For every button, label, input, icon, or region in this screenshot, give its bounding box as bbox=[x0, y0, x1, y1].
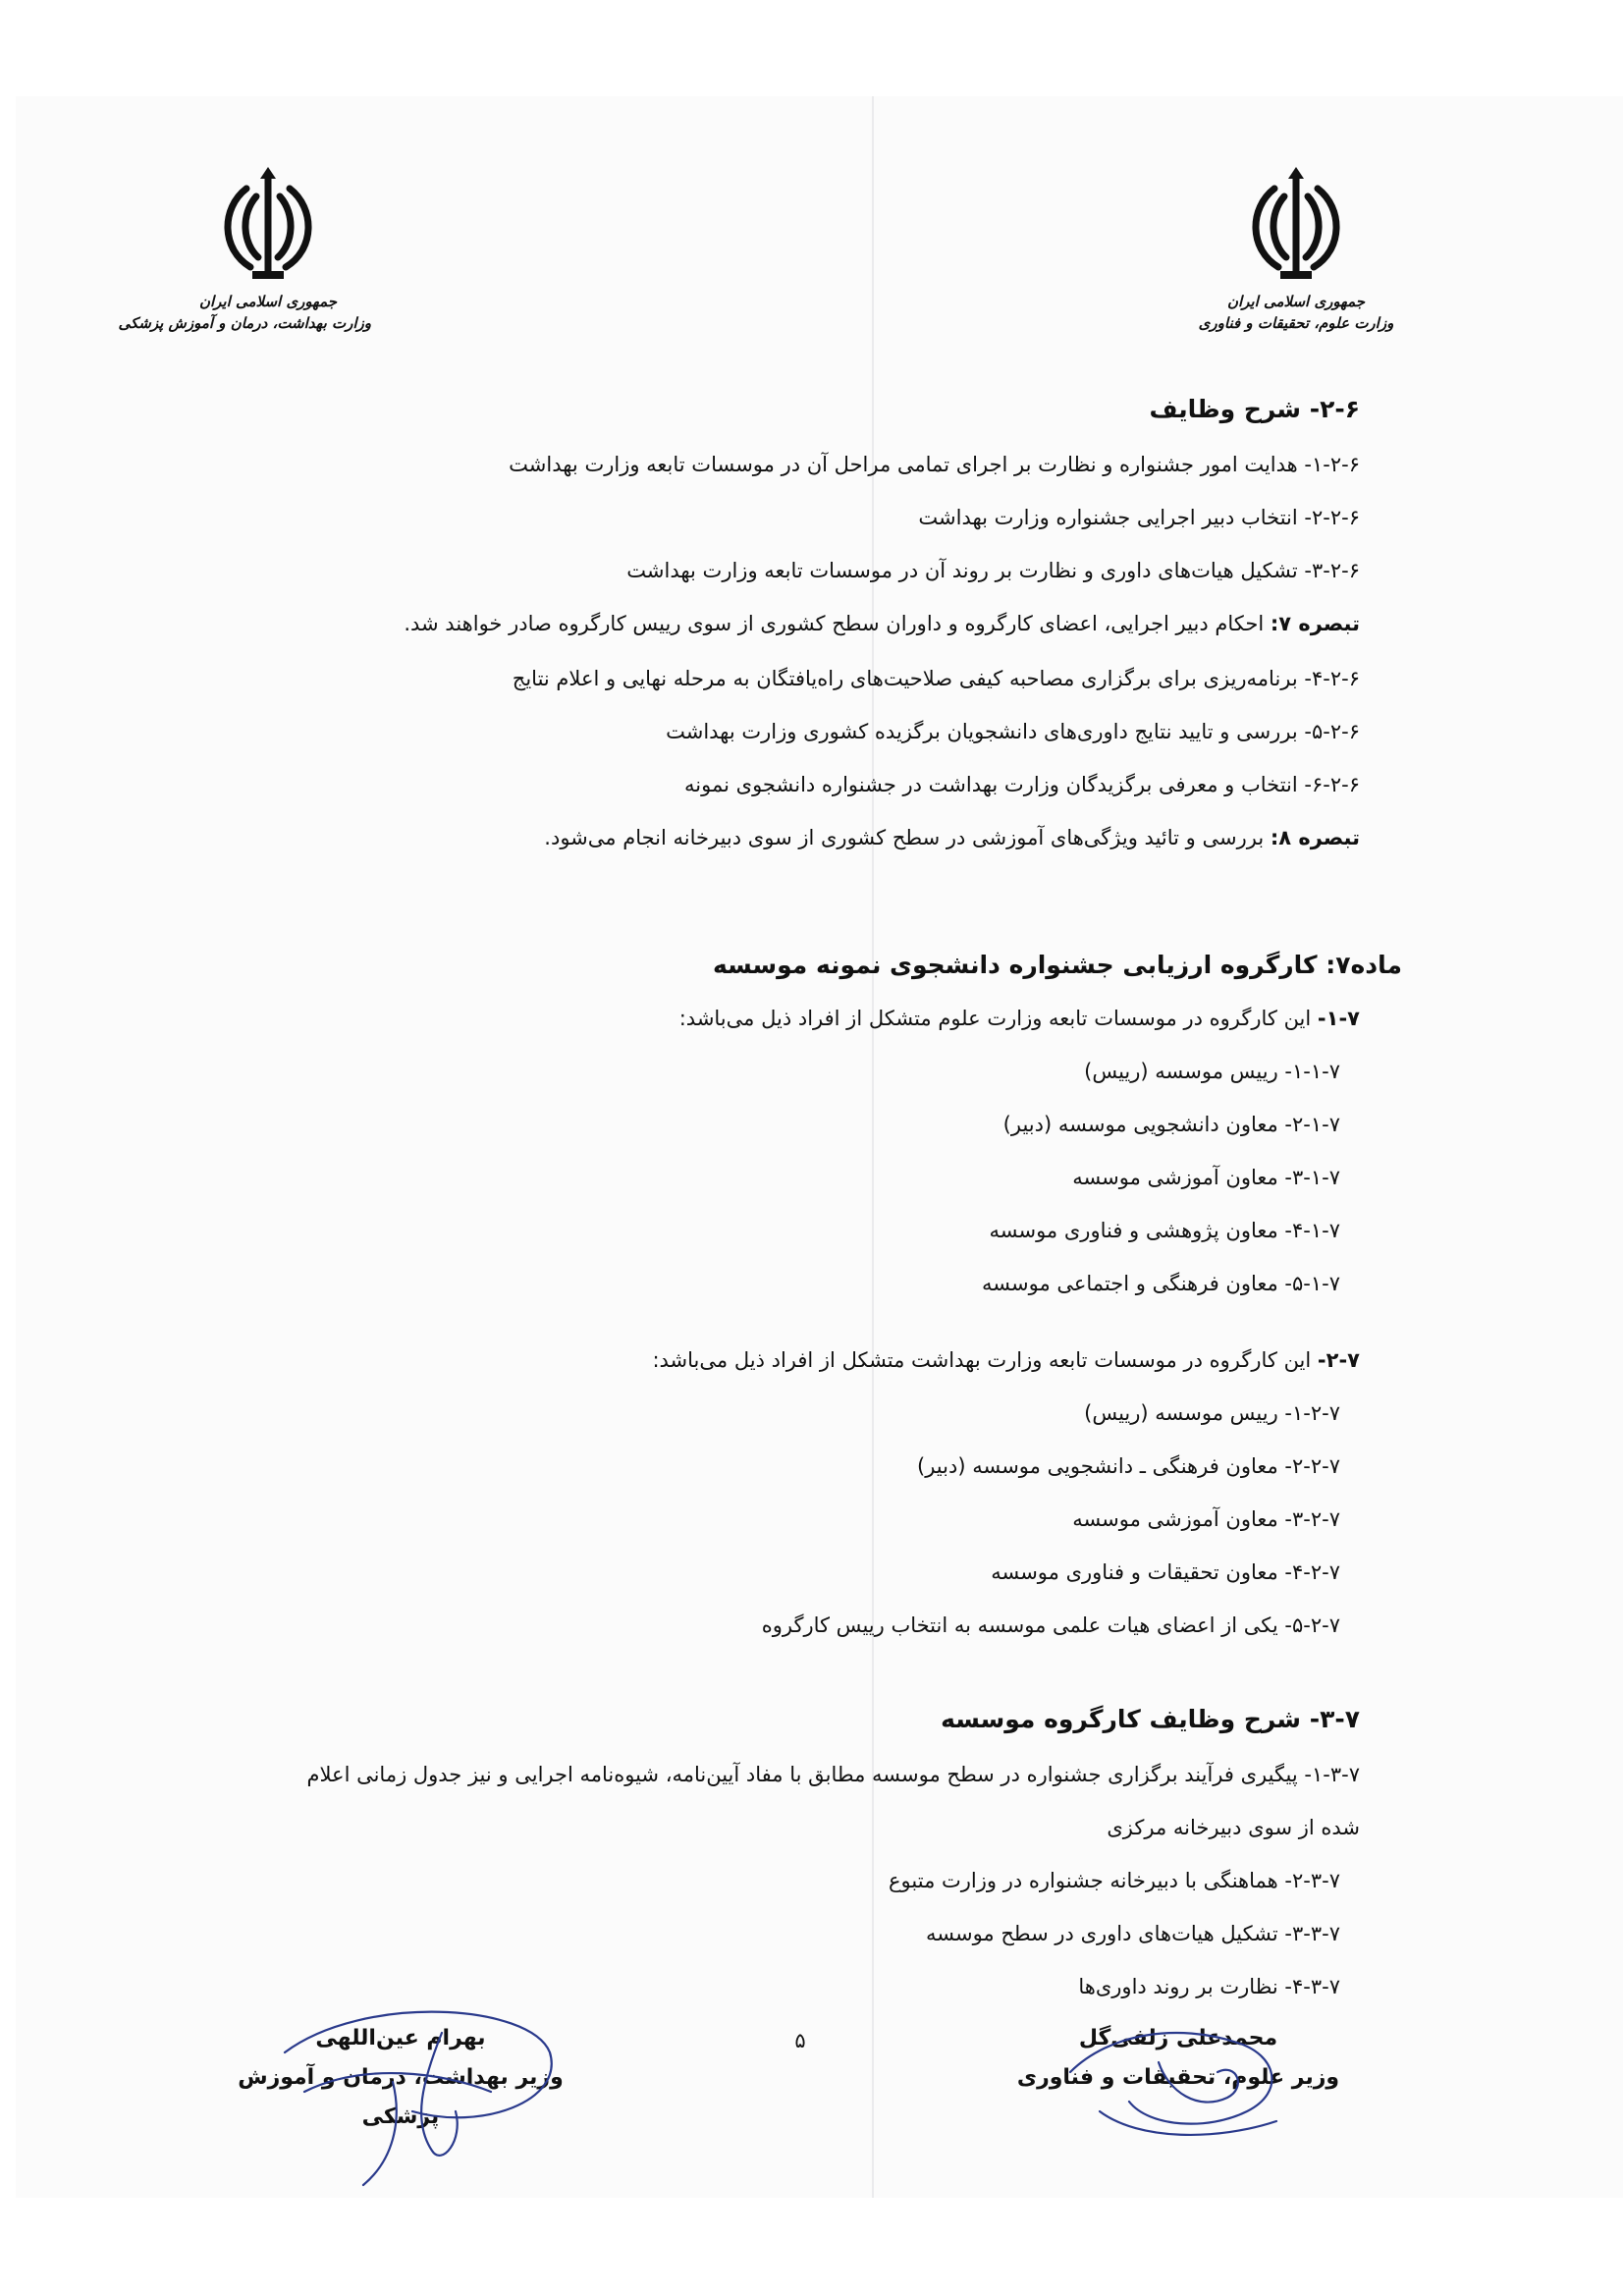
emblem-left-line2: وزارت بهداشت، درمان و آموزش پزشکی bbox=[118, 314, 371, 332]
iran-emblem-icon bbox=[1237, 165, 1355, 291]
ministry-health-logo bbox=[118, 165, 371, 334]
emblem-right-line1: جمهوری اسلامی ایران bbox=[1226, 293, 1366, 310]
paragraph-7-2 bbox=[652, 1345, 1360, 1375]
list-item: ۴-۳-۷- نظارت بر روند داوری‌ها bbox=[1078, 1975, 1340, 1998]
list-item: ۲-۲-۶- انتخاب دبیر اجرایی جشنواره وزارت بهداشت bbox=[918, 506, 1360, 529]
ministry-science-logo bbox=[1198, 165, 1394, 334]
list-item: ۵-۲-۶- بررسی و تایید نتایج داوری‌های دانشجویان برگزیده کشوری وزارت بهداشت bbox=[666, 720, 1360, 743]
note-label: تبصره ۸: bbox=[1270, 826, 1360, 849]
list-item: ۳-۲-۷- معاون آموزشی موسسه bbox=[1072, 1507, 1340, 1531]
emblem-left-line1: جمهوری اسلامی ایران bbox=[198, 293, 338, 310]
emblem-right-line2: وزارت علوم، تحقیقات و فناوری bbox=[1198, 314, 1394, 332]
list-item: ۲-۱-۷- معاون دانشجویی موسسه (دبیر) bbox=[1002, 1113, 1340, 1136]
signature-block-health bbox=[204, 2019, 597, 2137]
article-heading: ماده۷: کارگروه ارزیابی جشنواره دانشجوی نمونه موسسه bbox=[712, 951, 1402, 979]
list-item: ۲-۳-۷- هماهنگی با دبیرخانه جشنواره در وزارت متبوع bbox=[889, 1869, 1340, 1892]
paragraph-text: این کارگروه در موسسات تابعه وزارت بهداشت متشکل از افراد ذیل می‌باشد: bbox=[652, 1348, 1318, 1372]
note-label: تبصره ۷: bbox=[1270, 612, 1360, 635]
list-item: ۳-۱-۷- معاون آموزشی موسسه bbox=[1072, 1166, 1340, 1189]
document-page bbox=[16, 96, 1623, 2198]
list-item: ۴-۲-۷- معاون تحقیقات و فناوری موسسه bbox=[991, 1560, 1340, 1584]
section-heading: ۲-۶- شرح وظایف bbox=[1149, 395, 1360, 423]
list-item: ۱-۲-۷- رییس موسسه (رییس) bbox=[1084, 1401, 1340, 1425]
page-number: ۵ bbox=[794, 2029, 806, 2052]
list-item: ۴-۲-۶- برنامه‌ریزی برای برگزاری مصاحبه کیفی صلاحیت‌های راه‌یافتگان به مرحله نهایی و اعلام نتایج bbox=[512, 667, 1360, 690]
page-fold-line bbox=[872, 96, 874, 2198]
note-text: بررسی و تائید ویژگی‌های آموزشی در سطح کشوری از سوی دبیرخانه انجام می‌شود. bbox=[544, 826, 1271, 849]
paragraph-number: ۲-۷- bbox=[1317, 1348, 1360, 1372]
list-item: ۱-۱-۷- رییس موسسه (رییس) bbox=[1084, 1060, 1340, 1083]
list-item: ۵-۱-۷- معاون فرهنگی و اجتماعی موسسه bbox=[982, 1272, 1340, 1295]
list-item: ۳-۲-۶- تشکیل هیات‌های داوری و نظارت بر روند آن در موسسات تابعه وزارت بهداشت bbox=[626, 559, 1360, 582]
list-item: ۶-۲-۶- انتخاب و معرفی برگزیدگان وزارت بهداشت در جشنواره دانشجوی نمونه bbox=[684, 773, 1360, 796]
signatory-name: محمدعلی زلفی‌گل bbox=[1078, 2026, 1278, 2050]
paragraph-text: این کارگروه در موسسات تابعه وزارت علوم متشکل از افراد ذیل می‌باشد: bbox=[678, 1007, 1318, 1030]
paragraph-number: ۱-۷- bbox=[1317, 1007, 1360, 1030]
iran-emblem-icon bbox=[209, 165, 327, 291]
note-text: احکام دبیر اجرایی، اعضای کارگروه و داوران سطح کشوری از سوی رییس کارگروه صادر خواهند شد. bbox=[404, 612, 1271, 635]
note-8 bbox=[544, 823, 1360, 852]
section-heading: ۳-۷- شرح وظایف کارگروه موسسه bbox=[941, 1705, 1360, 1733]
list-item-continuation: شده از سوی دبیرخانه مرکزی bbox=[1107, 1816, 1360, 1839]
paragraph-7-1 bbox=[679, 1004, 1360, 1033]
list-item: ۵-۲-۷- یکی از اعضای هیات علمی موسسه به انتخاب رییس کارگروه bbox=[761, 1613, 1340, 1637]
signatory-title: وزیر علوم، تحقیقات و فناوری bbox=[1016, 2065, 1340, 2090]
signatory-title: وزیر بهداشت، درمان و آموزش پزشکی bbox=[238, 2065, 564, 2129]
note-7 bbox=[404, 609, 1360, 638]
signature-block-science bbox=[982, 2019, 1375, 2098]
list-item: ۴-۱-۷- معاون پژوهشی و فناوری موسسه bbox=[989, 1219, 1340, 1242]
list-item: ۱-۳-۷- پیگیری فرآیند برگزاری جشنواره در سطح موسسه مطابق با مفاد آیین‌نامه، شیوه‌نامه اجرایی و نیز جدول زمانی اعلام bbox=[306, 1763, 1360, 1786]
list-item: ۳-۳-۷- تشکیل هیات‌های داوری در سطح موسسه bbox=[926, 1922, 1340, 1945]
list-item: ۲-۲-۷- معاون فرهنگی ـ دانشجویی موسسه (دبیر) bbox=[917, 1454, 1340, 1478]
list-item: ۱-۲-۶- هدایت امور جشنواره و نظارت بر اجرای تمامی مراحل آن در موسسات تابعه وزارت بهداشت bbox=[509, 453, 1360, 476]
signatory-name: بهرام عین‌اللهی bbox=[315, 2026, 486, 2050]
